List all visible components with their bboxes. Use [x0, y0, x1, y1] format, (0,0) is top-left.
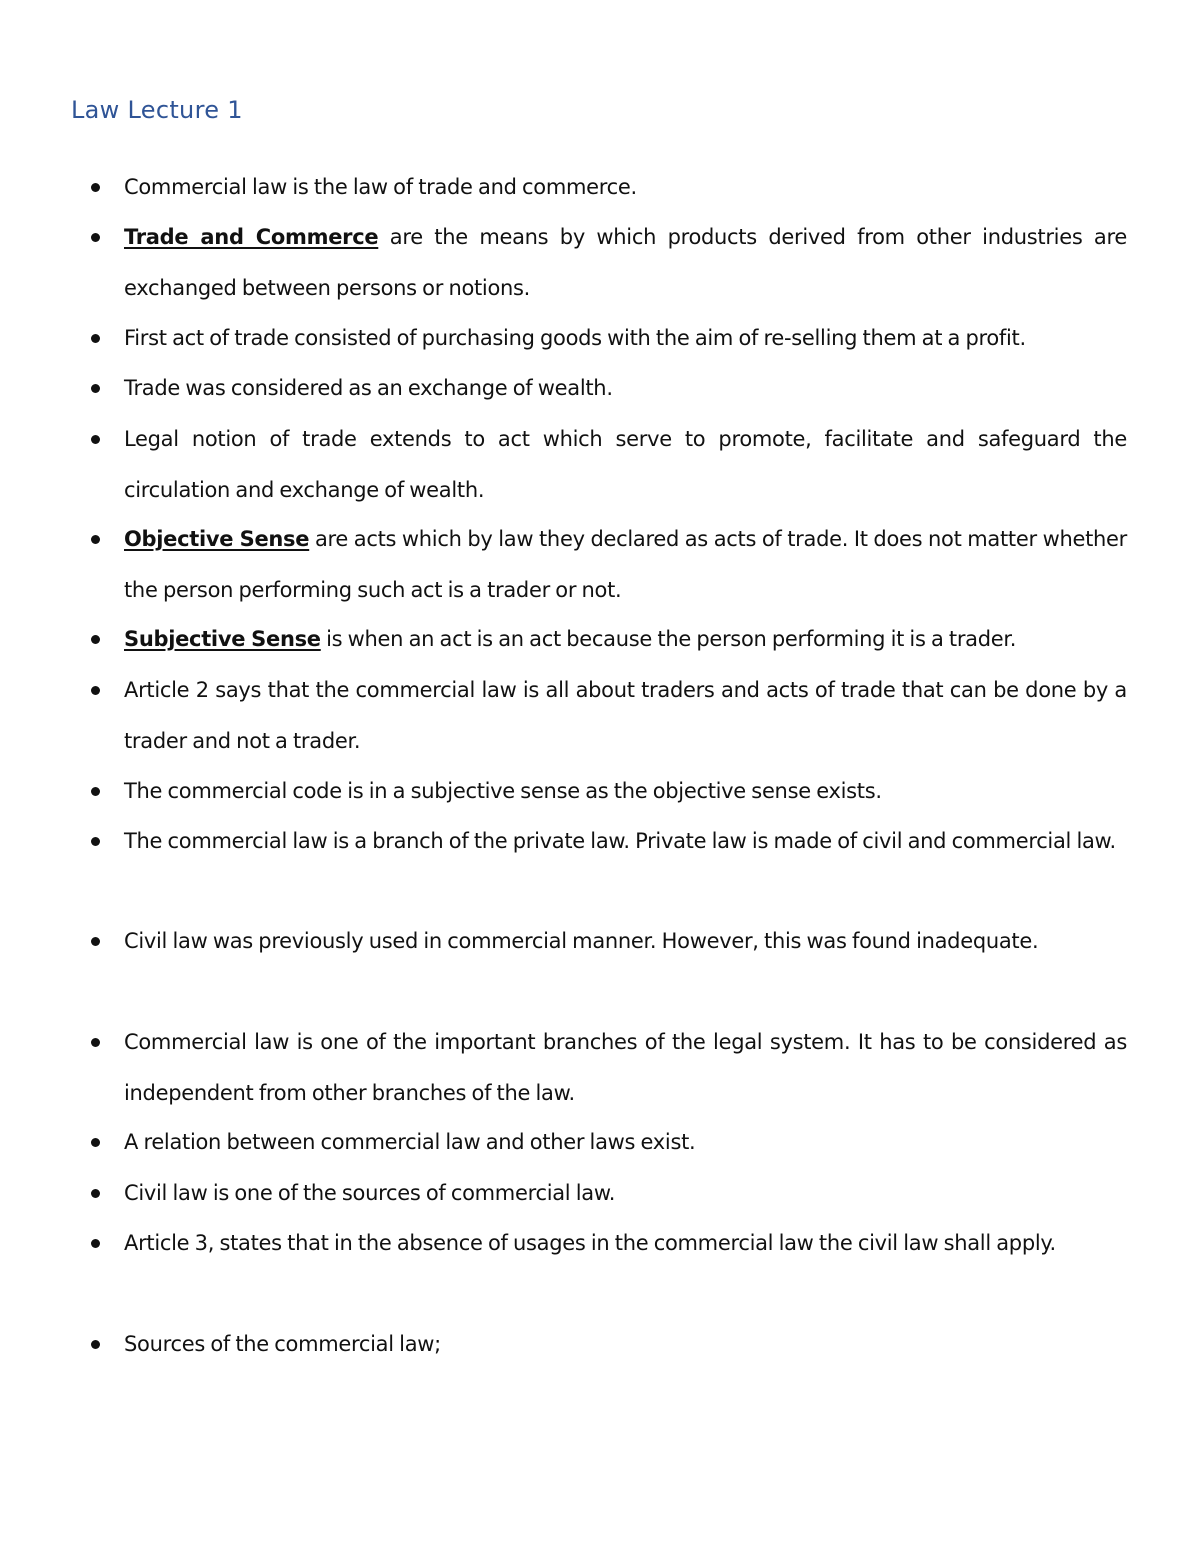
bullet-icon [91, 1340, 100, 1349]
list-item-text: are acts which by law they declared as acts of trade. It does not matter whether the person performing such act is a trader or not. [124, 527, 1127, 602]
list-item-text: Article 2 says that the commercial law is all about traders and acts of trade that can be done by a trader and not a trader. [124, 678, 1127, 753]
bullet-icon [91, 837, 100, 846]
bullet-icon [91, 384, 100, 393]
list-item [124, 1168, 1127, 1219]
bullet-icon [91, 1138, 100, 1147]
list-item-text: Legal notion of trade extends to act which serve to promote, facilitate and safeguard the circulation and exchange of wealth. [124, 427, 1127, 502]
list-item [124, 1218, 1127, 1269]
list-item [124, 1117, 1127, 1168]
bullet-icon [91, 635, 100, 644]
list-item [124, 614, 1127, 665]
bullet-icon [91, 1239, 100, 1248]
bullet-icon [91, 435, 100, 444]
list-item [124, 514, 1127, 615]
list-item-text: Civil law is one of the sources of commercial law. [124, 1181, 616, 1205]
bullet-icon [91, 1038, 100, 1047]
list-item-term: Objective Sense [124, 527, 310, 551]
list-item [124, 766, 1127, 817]
list-item [124, 313, 1127, 364]
list-item [124, 1017, 1127, 1118]
list-item-text: Sources of the commercial law; [124, 1332, 441, 1356]
list-item-text: The commercial law is a branch of the private law. Private law is made of civil and commercial law. [124, 829, 1116, 853]
list-item-text: A relation between commercial law and other laws exist. [124, 1130, 696, 1154]
bullet-icon [91, 183, 100, 192]
bullet-icon [91, 535, 100, 544]
list-item [124, 414, 1127, 515]
list-item-term: Subjective Sense [124, 627, 321, 651]
list-item-text: Commercial law is the law of trade and commerce. [124, 175, 637, 199]
bullet-icon [91, 787, 100, 796]
list-item-text: Civil law was previously used in commercial manner. However, this was found inadequate. [124, 929, 1039, 953]
list-item [124, 665, 1127, 766]
bullet-icon [91, 334, 100, 343]
list-item-text: is when an act is an act because the person performing it is a trader. [320, 627, 1017, 651]
list-item [124, 816, 1127, 867]
list-item [124, 916, 1127, 967]
list-item-text: Trade was considered as an exchange of wealth. [124, 376, 613, 400]
list-item [124, 212, 1127, 313]
list-item [124, 162, 1127, 213]
list-item-term: Trade and Commerce [124, 225, 379, 249]
list-item [124, 363, 1127, 414]
list-item-text: Article 3, states that in the absence of usages in the commercial law the civil law shall apply. [124, 1231, 1056, 1255]
bullet-icon [91, 1189, 100, 1198]
list-item-text: are the means by which products derived from other industries are exchanged between persons or notions. [124, 225, 1127, 300]
bullet-icon [91, 937, 100, 946]
list-item-text: The commercial code is in a subjective sense as the objective sense exists. [124, 779, 882, 803]
bullet-icon [91, 686, 100, 695]
page-title: Law Lecture 1 [71, 96, 243, 124]
list-item [124, 1319, 1127, 1370]
list-item-text: First act of trade consisted of purchasing goods with the aim of re-selling them at a profit. [124, 326, 1026, 350]
bullet-icon [91, 233, 100, 242]
list-item-text: Commercial law is one of the important branches of the legal system. It has to be considered as independent from other branches of the law. [124, 1030, 1127, 1105]
